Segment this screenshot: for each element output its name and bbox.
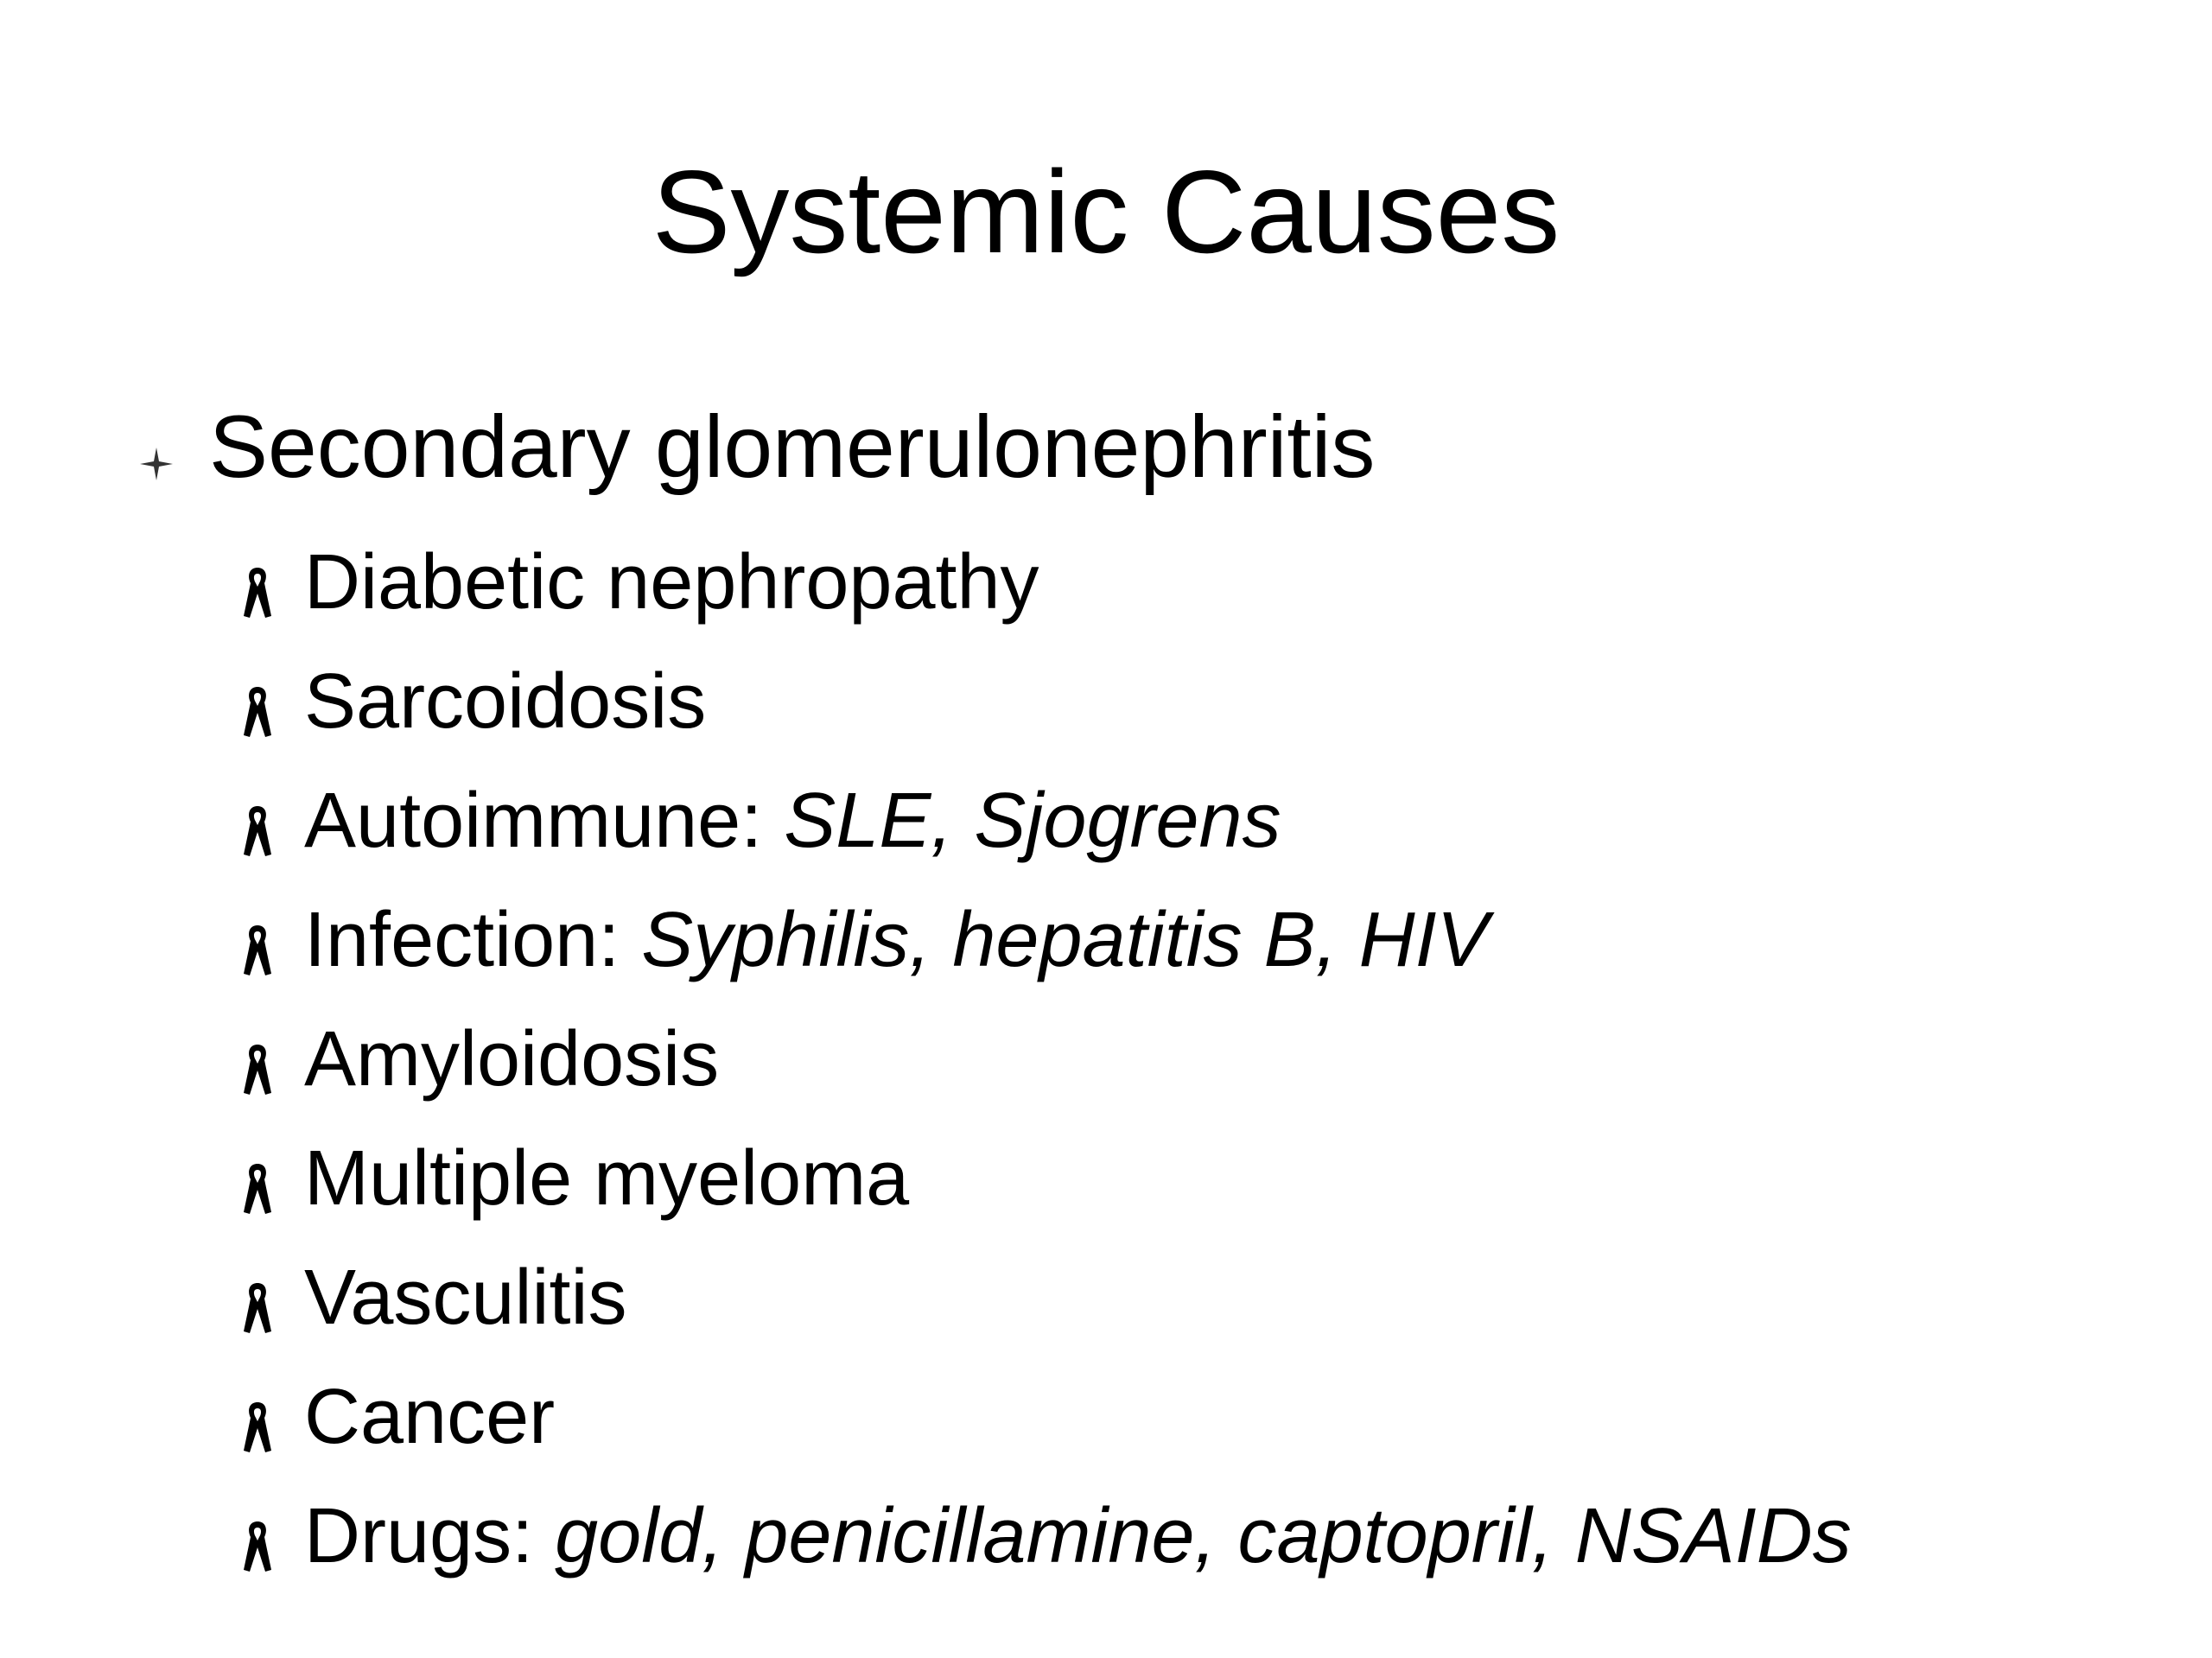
ribbon-icon [240,564,275,621]
slide-title: Systemic Causes [652,146,1560,277]
ribbon-icon [240,683,275,740]
item-detail: gold, penicillamine, captopril, NSAIDs [555,1493,1852,1579]
ribbon-icon [240,1041,275,1098]
ribbon-icon [240,1280,275,1337]
item-label: Sarcoidosis [304,658,707,745]
item-label: Amyloidosis [304,1016,720,1102]
ribbon-icon [240,1518,275,1575]
level1-bullet-item [138,396,1375,498]
item-detail: Syphilis, hepatitis B, HIV [641,897,1489,983]
ribbon-icon [240,922,275,979]
four-point-star-icon [138,446,175,482]
item-detail: SLE, Sjogrens [784,778,1281,864]
item-label: Infection: [304,897,642,983]
item-label: Multiple myeloma [304,1135,910,1222]
item-label: Cancer [304,1374,556,1460]
item-label: Diabetic nephropathy [304,539,1039,626]
item-label: Vasculitis [304,1255,627,1341]
level1-text: Secondary glomerulonephritis [209,397,1376,496]
item-label: Autoimmune: [304,778,785,864]
ribbon-icon [240,1160,275,1217]
ribbon-icon [240,1399,275,1456]
ribbon-icon [240,803,275,860]
item-label: Drugs: [304,1493,556,1579]
